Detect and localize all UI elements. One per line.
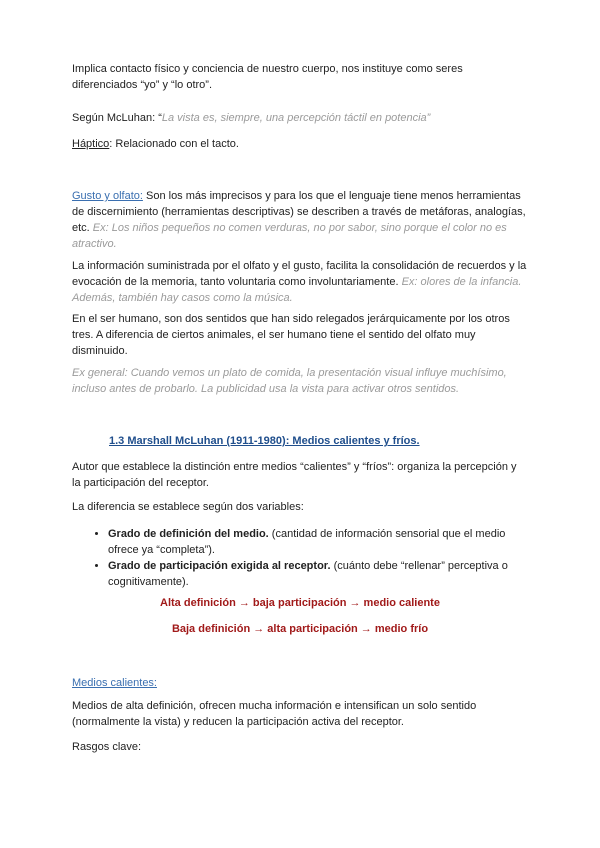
list-item-rest: (cantidad de información sensorial que el medio ofrece ya “completa”). [108, 528, 506, 556]
list-item-bold: Grado de participación exigida al receptor. [108, 559, 331, 572]
paragraph-touch: Implica contacto físico y conciencia de nuestro cuerpo, nos instituye como seres diferenciados “yo” y “lo otro”. [72, 63, 463, 91]
section-heading: 1.3 Marshall McLuhan (1911-1980): Medios calientes y fríos. [109, 435, 420, 447]
hot-media-label: Medios calientes: [72, 677, 157, 689]
list-item [108, 559, 528, 591]
paragraph-key-traits: Rasgos clave: [72, 741, 142, 753]
paragraph-memory [72, 259, 528, 307]
rule-hot: Alta definición → baja participación → medio caliente [160, 597, 440, 609]
paragraph-author: Autor que establece la distinción entre medios “calientes” y “fríos”: organiza la percepción y la participación del receptor. [72, 461, 517, 489]
haptic-definition: : Relacionado con el tacto. [109, 138, 239, 150]
variables-list [72, 527, 528, 591]
list-item-rest: (cuánto debe “rellenar” perceptiva o cognitivamente). [108, 559, 508, 588]
paragraph-hierarchy: En el ser humano, son dos sentidos que han sido relegados jerárquicamente por los otros tres. A diferencia de ciertos animales, el ser humano tiene el sentido del olfato muy disminuido. [72, 313, 510, 357]
paragraph-general-example: Ex general: Cuando vemos un plato de comida, la presentación visual influye muchísimo, incluso antes de probarlo. La publicidad usa la vista para activar otros sentidos. [72, 367, 507, 395]
paragraph-taste-smell [72, 189, 528, 253]
paragraph-mcluhan-quote [72, 111, 528, 127]
subsection-heading [72, 676, 528, 692]
taste-smell-text: Son los más imprecisos y para los que el lenguaje tiene menos herramientas de discernimiento (herramientas descriptivas) se describen a través de metáforas, analogías, etc. [72, 190, 526, 234]
quote-prefix: Según McLuhan: “ [72, 112, 162, 124]
memory-example: Ex: olores de la infancia. Además, también hay casos como la música. [72, 275, 522, 304]
paragraph-haptic [72, 137, 528, 153]
list-item [108, 527, 528, 559]
quote-text: La vista es, siempre, una percepción táctil en potencia” [161, 112, 431, 124]
rule-cold: Baja definición → alta participación → medio frío [171, 623, 429, 635]
paragraph-hot-media: Medios de alta definición, ofrecen mucha información e intensifican un solo sentido (normalmente la vista) y reducen la participación activa del receptor. [72, 700, 477, 728]
taste-smell-term: Gusto y olfato: [72, 190, 143, 202]
haptic-term: Háptico [72, 138, 110, 150]
list-item-bold: Grado de definición del medio. [108, 528, 269, 540]
paragraph-variables: La diferencia se establece según dos variables: [72, 501, 304, 513]
taste-smell-example: Ex: Los niños pequeños no comen verduras, no por sabor, sino porque el color no es atractivo. [72, 221, 507, 250]
memory-text: La información suministrada por el olfato y el gusto, facilita la consolidación de recuerdos y la evocación de la memoria, tanto voluntaria como involuntariamente. [72, 260, 527, 288]
